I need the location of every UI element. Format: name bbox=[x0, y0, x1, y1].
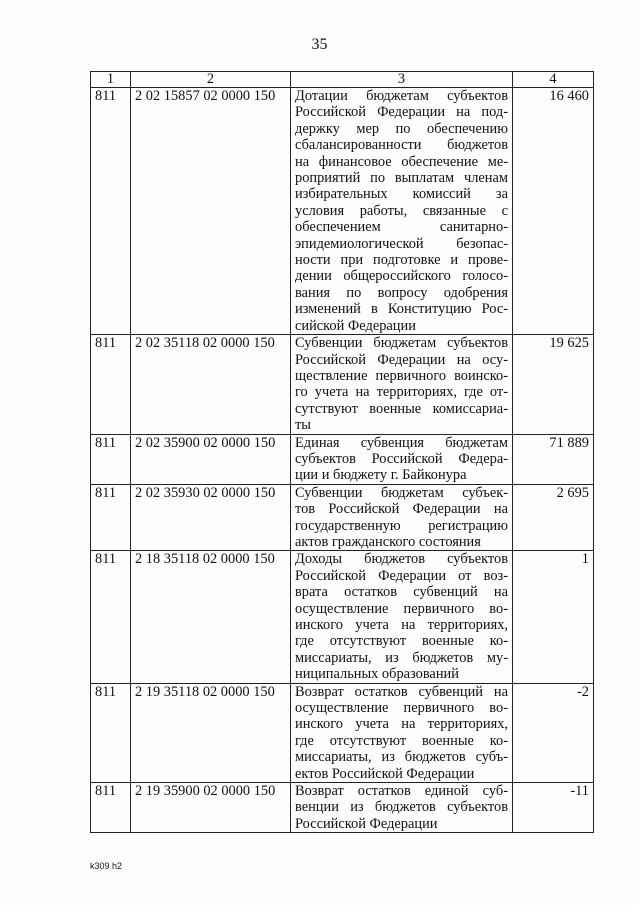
description-line: го учета на территориях, где от- bbox=[295, 384, 508, 401]
description-line: государственную регистрацию bbox=[295, 517, 508, 534]
description-line: венции из бюджетов субъектов bbox=[295, 799, 508, 816]
admin-code-cell: 811 bbox=[91, 88, 131, 335]
description-line: условия работы, связанные с bbox=[295, 202, 508, 219]
amount-cell: -2 bbox=[513, 683, 594, 782]
description-line: инского учета на территориях, bbox=[295, 617, 508, 633]
description-cell bbox=[291, 783, 513, 833]
admin-code-cell: 811 bbox=[91, 683, 131, 782]
table-row bbox=[91, 783, 594, 833]
amount-cell: 16 460 bbox=[513, 88, 594, 335]
description-line: держку мер по обеспечению bbox=[295, 120, 508, 137]
table-row bbox=[91, 683, 594, 782]
description-line: актов гражданского состояния bbox=[295, 533, 481, 550]
footer-code: k309 h2 bbox=[90, 861, 123, 871]
description-cell bbox=[291, 335, 513, 434]
revenue-code-cell: 2 19 35118 02 0000 150 bbox=[131, 683, 291, 782]
description-line: сутствуют военные комиссариа- bbox=[295, 400, 508, 417]
revenue-code-cell: 2 02 35118 02 0000 150 bbox=[131, 335, 291, 434]
revenue-code-cell: 2 18 35118 02 0000 150 bbox=[131, 551, 291, 683]
revenue-code-cell: 2 02 35930 02 0000 150 bbox=[131, 484, 291, 551]
description-cell bbox=[291, 683, 513, 782]
description-line: осуществление первичного во- bbox=[295, 600, 508, 617]
description-line: осуществление первичного во- bbox=[295, 700, 508, 717]
description-line: Возврат остатков субвенций на bbox=[295, 683, 508, 700]
description-line: на финансовое обеспечение ме- bbox=[295, 153, 508, 170]
amount-cell: -11 bbox=[513, 783, 594, 833]
description-line: Субвенции бюджетам субъек- bbox=[295, 484, 508, 501]
amount-cell: 19 625 bbox=[513, 335, 594, 434]
admin-code-cell: 811 bbox=[91, 551, 131, 683]
description-cell bbox=[291, 88, 513, 335]
description-line: Единая субвенция бюджетам bbox=[295, 434, 508, 451]
description-line: субъектов Российской Федера- bbox=[295, 450, 508, 467]
admin-code-cell: 811 bbox=[91, 335, 131, 434]
description-line: роприятий по выплатам членам bbox=[295, 170, 508, 187]
description-line: Российской Федерации на осу- bbox=[295, 351, 508, 368]
description-line: ты bbox=[295, 417, 311, 434]
description-line: ности при подготовке и прове- bbox=[295, 252, 508, 269]
table-row bbox=[91, 335, 594, 434]
description-line: ществление первичного воинско- bbox=[295, 367, 508, 384]
table-body bbox=[91, 88, 594, 833]
description-line: ции и бюджету г. Байконура bbox=[295, 467, 467, 484]
description-line: где отсутствуют военные ко- bbox=[295, 732, 508, 749]
description-line: Доходы бюджетов субъектов bbox=[295, 551, 508, 568]
table-header-row bbox=[91, 72, 594, 88]
description-line: где отсутствуют военные ко- bbox=[295, 633, 508, 650]
revenue-code-cell: 2 02 35900 02 0000 150 bbox=[131, 434, 291, 484]
description-line: ектов Российской Федерации bbox=[295, 765, 475, 782]
table-row bbox=[91, 88, 594, 335]
description-line: эпидемиологической безопас- bbox=[295, 235, 508, 252]
description-cell bbox=[291, 434, 513, 484]
description-line: Возврат остатков единой суб- bbox=[295, 783, 508, 800]
description-line: сбалансированности бюджетов bbox=[295, 137, 508, 154]
description-line: инского учета на территориях, bbox=[295, 716, 508, 733]
description-line: Дотации бюджетам субъектов bbox=[295, 88, 508, 104]
description-line: миссариаты, из бюджетов му- bbox=[295, 649, 508, 666]
column-header-2: 2 bbox=[131, 72, 291, 88]
description-cell bbox=[291, 484, 513, 551]
table-row bbox=[91, 434, 594, 484]
description-line: вания по вопросу одобрения bbox=[295, 284, 508, 301]
description-line: обеспечением санитарно- bbox=[295, 219, 508, 236]
description-line: изменений в Конституцию Рос- bbox=[295, 301, 508, 318]
page-number: 35 bbox=[311, 36, 328, 53]
amount-cell: 2 695 bbox=[513, 484, 594, 551]
description-line: сийской Федерации bbox=[295, 317, 416, 334]
description-line: ниципальных образований bbox=[295, 666, 459, 683]
revenue-code-cell: 2 02 15857 02 0000 150 bbox=[131, 88, 291, 335]
column-header-1: 1 bbox=[91, 72, 131, 88]
description-line: Российской Федерации от воз- bbox=[295, 567, 508, 584]
admin-code-cell: 811 bbox=[91, 783, 131, 833]
revenue-code-cell: 2 19 35900 02 0000 150 bbox=[131, 783, 291, 833]
table-row bbox=[91, 551, 594, 683]
description-cell bbox=[291, 551, 513, 683]
admin-code-cell: 811 bbox=[91, 434, 131, 484]
description-line: дении общероссийского голосо- bbox=[295, 268, 508, 285]
description-line: Российской Федерации на под- bbox=[295, 104, 508, 121]
budget-revenue-table bbox=[90, 71, 594, 833]
table-row bbox=[91, 484, 594, 551]
column-header-4: 4 bbox=[513, 72, 594, 88]
amount-cell: 71 889 bbox=[513, 434, 594, 484]
description-line: Российской Федерации bbox=[295, 815, 438, 832]
description-line: избирательных комиссий за bbox=[295, 186, 508, 203]
description-line: миссариаты, из бюджетов субъ- bbox=[295, 749, 508, 766]
description-line: врата остатков субвенций на bbox=[295, 584, 508, 601]
admin-code-cell: 811 bbox=[91, 484, 131, 551]
column-header-3: 3 bbox=[291, 72, 513, 88]
description-line: Субвенции бюджетам субъектов bbox=[295, 335, 508, 352]
amount-cell: 1 bbox=[513, 551, 594, 683]
description-line: тов Российской Федерации на bbox=[295, 501, 508, 518]
